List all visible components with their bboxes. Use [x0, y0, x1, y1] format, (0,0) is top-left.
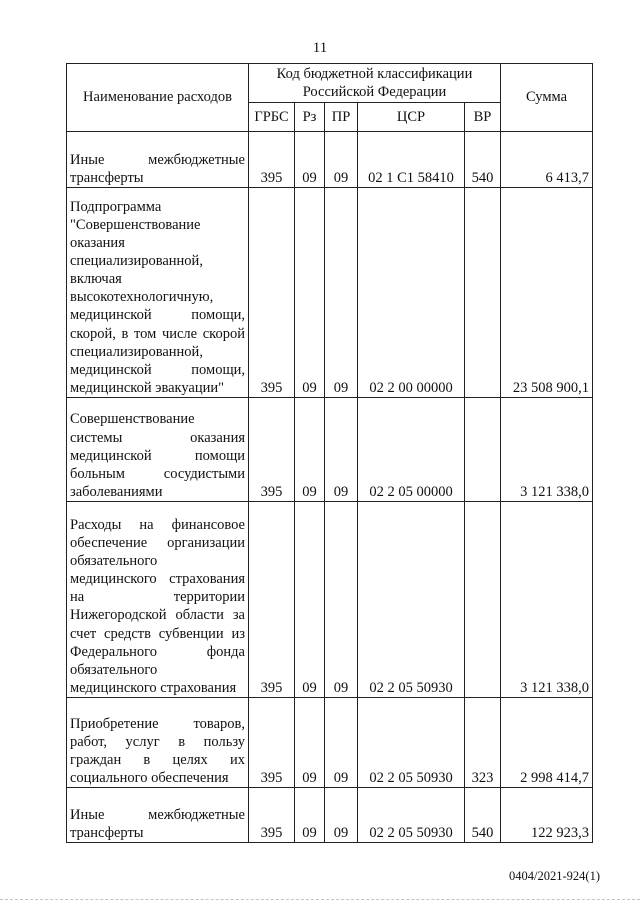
- header-csr: ЦСР: [358, 103, 465, 132]
- row-vr: [465, 398, 501, 502]
- header-row: [67, 64, 593, 103]
- table-row: [67, 188, 593, 398]
- row-name: Иные межбюджетные трансферты: [67, 788, 249, 843]
- header-sum: Сумма: [501, 64, 593, 132]
- row-csr: 02 2 00 00000: [358, 188, 465, 398]
- row-grbs: 395: [249, 188, 295, 398]
- header-grbs: ГРБС: [249, 103, 295, 132]
- row-name: Иные межбюджетные трансферты: [67, 132, 249, 188]
- row-csr: 02 2 05 00000: [358, 398, 465, 502]
- row-pr: 09: [325, 398, 358, 502]
- row-sum: 2 998 414,7: [501, 698, 593, 788]
- header-vr: ВР: [465, 103, 501, 132]
- row-csr: 02 2 05 50930: [358, 502, 465, 698]
- document-id: 0404/2021-924(1): [509, 869, 600, 883]
- row-name: Приобретение товаров, работ, услуг в пользу граждан в целях их социального обеспечения: [67, 698, 249, 788]
- row-csr: 02 1 С1 58410: [358, 132, 465, 188]
- row-pr: 09: [325, 788, 358, 843]
- table-row: [67, 398, 593, 502]
- row-rz: 09: [295, 788, 325, 843]
- row-sum: 6 413,7: [501, 132, 593, 188]
- row-rz: 09: [295, 398, 325, 502]
- row-name: Совершенствование системы оказания медицинской помощи больным сосудистыми заболеваниями: [67, 398, 249, 502]
- header-name: Наименование расходов: [67, 64, 249, 132]
- row-csr: 02 2 05 50930: [358, 698, 465, 788]
- row-grbs: 395: [249, 502, 295, 698]
- row-rz: 09: [295, 502, 325, 698]
- row-name: Расходы на финансовое обеспечение организации обязательного медицинского страхования на территории Нижегородской области за счет средств субвенции из Федерального фонда обязательного медицинского страхования: [67, 502, 249, 698]
- header-pr: ПР: [325, 103, 358, 132]
- header-classification: Код бюджетной классификации Российской Федерации: [249, 64, 501, 103]
- row-rz: 09: [295, 132, 325, 188]
- table-row: [67, 698, 593, 788]
- row-grbs: 395: [249, 132, 295, 188]
- row-vr: [465, 188, 501, 398]
- row-csr: 02 2 05 50930: [358, 788, 465, 843]
- row-pr: 09: [325, 502, 358, 698]
- scan-edge-line: [0, 899, 640, 900]
- row-name: Подпрограмма "Совершенствование оказания специализированной, включая высокотехнологичную, медицинской помощи, скорой, в том числе скорой специализированной, медицинской помощи, медицинской эвакуации": [67, 188, 249, 398]
- row-vr: 323: [465, 698, 501, 788]
- row-vr: 540: [465, 788, 501, 843]
- row-sum: 23 508 900,1: [501, 188, 593, 398]
- row-vr: [465, 502, 501, 698]
- row-pr: 09: [325, 698, 358, 788]
- row-pr: 09: [325, 132, 358, 188]
- row-vr: 540: [465, 132, 501, 188]
- row-sum: 3 121 338,0: [501, 398, 593, 502]
- row-pr: 09: [325, 188, 358, 398]
- table-row: [67, 132, 593, 188]
- row-rz: 09: [295, 698, 325, 788]
- row-grbs: 395: [249, 788, 295, 843]
- row-sum: 3 121 338,0: [501, 502, 593, 698]
- table-row: [67, 788, 593, 843]
- row-sum: 122 923,3: [501, 788, 593, 843]
- header-rz: Рз: [295, 103, 325, 132]
- row-rz: 09: [295, 188, 325, 398]
- row-grbs: 395: [249, 698, 295, 788]
- row-grbs: 395: [249, 398, 295, 502]
- budget-table: [66, 63, 593, 843]
- table-row: [67, 502, 593, 698]
- page-number: 11: [312, 40, 328, 56]
